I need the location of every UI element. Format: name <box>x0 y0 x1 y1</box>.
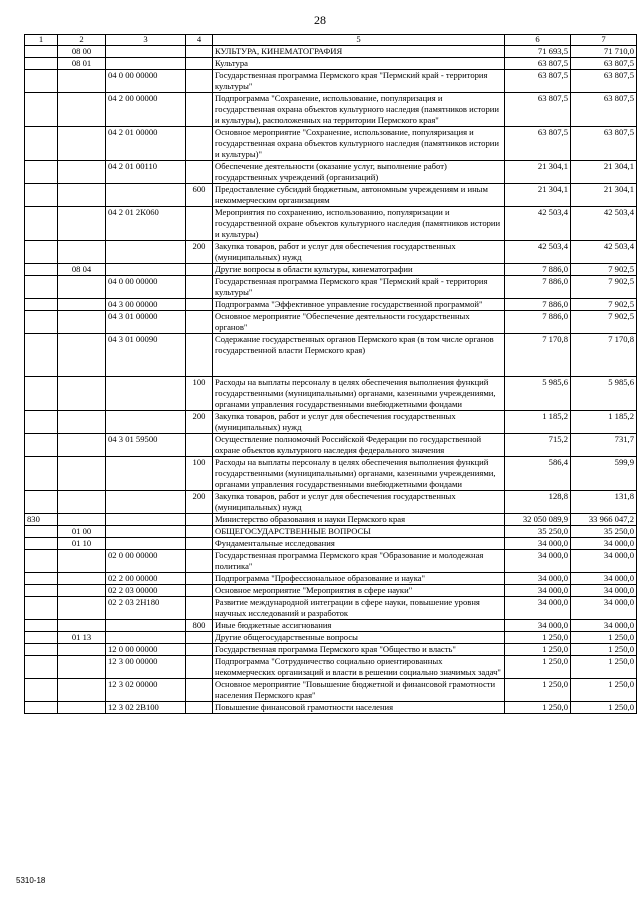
cell-section <box>58 573 106 585</box>
cell-target-article <box>106 184 186 207</box>
cell-ministry <box>25 46 58 58</box>
cell-expense-type <box>186 538 213 550</box>
table-row <box>25 644 637 656</box>
cell-target-article: 12 3 02 2В100 <box>106 702 186 714</box>
cell-section <box>58 299 106 311</box>
cell-name: Содержание государственных органов Пермского края (в том числе органов государственной власти Пермского края) <box>213 334 505 377</box>
table-row <box>25 411 637 434</box>
cell-section <box>58 550 106 573</box>
cell-expense-type <box>186 334 213 377</box>
cell-amount-year2: 731,7 <box>571 434 637 457</box>
table-row <box>25 276 637 299</box>
cell-amount-year1: 21 304,1 <box>505 184 571 207</box>
cell-expense-type <box>186 161 213 184</box>
col-header-3: 3 <box>106 35 186 46</box>
cell-expense-type <box>186 58 213 70</box>
cell-ministry <box>25 632 58 644</box>
cell-amount-year1: 1 250,0 <box>505 679 571 702</box>
cell-name: Развитие международной интеграции в сфере науки, повышение уровня научных исследований и разработок <box>213 597 505 620</box>
table-row <box>25 514 637 526</box>
cell-amount-year2: 34 000,0 <box>571 597 637 620</box>
cell-expense-type: 200 <box>186 241 213 264</box>
cell-amount-year1: 34 000,0 <box>505 573 571 585</box>
cell-expense-type <box>186 514 213 526</box>
cell-section: 01 13 <box>58 632 106 644</box>
cell-section <box>58 70 106 93</box>
cell-amount-year2: 71 710,0 <box>571 46 637 58</box>
page-number: 28 <box>314 13 326 27</box>
cell-amount-year2: 1 185,2 <box>571 411 637 434</box>
cell-amount-year1: 715,2 <box>505 434 571 457</box>
table-row <box>25 550 637 573</box>
table-row <box>25 538 637 550</box>
cell-ministry <box>25 161 58 184</box>
cell-name: Закупка товаров, работ и услуг для обеспечения государственных (муниципальных) нужд <box>213 491 505 514</box>
cell-target-article: 04 3 01 00000 <box>106 311 186 334</box>
cell-target-article <box>106 58 186 70</box>
cell-name: Предоставление субсидий бюджетным, автономным учреждениям и иным некоммерческим организациям <box>213 184 505 207</box>
cell-target-article: 04 2 01 2К060 <box>106 207 186 241</box>
cell-section <box>58 585 106 597</box>
cell-ministry <box>25 299 58 311</box>
cell-section <box>58 377 106 411</box>
cell-amount-year1: 1 250,0 <box>505 702 571 714</box>
cell-expense-type: 800 <box>186 620 213 632</box>
cell-amount-year2: 42 503,4 <box>571 207 637 241</box>
cell-ministry <box>25 573 58 585</box>
cell-ministry <box>25 597 58 620</box>
cell-target-article <box>106 491 186 514</box>
cell-expense-type: 100 <box>186 377 213 411</box>
cell-name: Подпрограмма "Сотрудничество социально ориентированных некоммерческих организаций и власти в решении социально значимых задач" <box>213 656 505 679</box>
cell-ministry <box>25 434 58 457</box>
cell-amount-year2: 1 250,0 <box>571 644 637 656</box>
cell-name: Другие вопросы в области культуры, кинематографии <box>213 264 505 276</box>
cell-amount-year1: 7 886,0 <box>505 299 571 311</box>
header-row <box>25 35 637 46</box>
cell-amount-year1: 71 693,5 <box>505 46 571 58</box>
cell-expense-type <box>186 573 213 585</box>
col-header-7: 7 <box>571 35 637 46</box>
cell-section <box>58 311 106 334</box>
cell-target-article: 04 0 00 00000 <box>106 70 186 93</box>
cell-expense-type <box>186 70 213 93</box>
cell-section <box>58 127 106 161</box>
cell-ministry <box>25 127 58 161</box>
cell-name: Основное мероприятие "Мероприятия в сфере науки" <box>213 585 505 597</box>
cell-target-article <box>106 241 186 264</box>
cell-section <box>58 334 106 377</box>
cell-section: 08 01 <box>58 58 106 70</box>
cell-ministry <box>25 526 58 538</box>
cell-ministry <box>25 585 58 597</box>
cell-name: Подпрограмма "Сохранение, использование, популяризация и государственная охрана объектов культурного наследия (памятников истории и культуры), расположенных на территории Пермского края" <box>213 93 505 127</box>
cell-target-article: 02 2 03 00000 <box>106 585 186 597</box>
cell-amount-year1: 63 807,5 <box>505 127 571 161</box>
cell-section <box>58 491 106 514</box>
cell-amount-year1: 63 807,5 <box>505 93 571 127</box>
cell-amount-year1: 42 503,4 <box>505 241 571 264</box>
cell-target-article <box>106 620 186 632</box>
cell-amount-year2: 599,9 <box>571 457 637 491</box>
cell-target-article <box>106 46 186 58</box>
cell-amount-year2: 34 000,0 <box>571 573 637 585</box>
cell-name: Государственная программа Пермского края "Общество и власть" <box>213 644 505 656</box>
cell-target-article <box>106 377 186 411</box>
cell-expense-type <box>186 679 213 702</box>
cell-amount-year2: 7 170,8 <box>571 334 637 377</box>
cell-name: Культура <box>213 58 505 70</box>
cell-amount-year2: 63 807,5 <box>571 127 637 161</box>
cell-target-article: 02 2 00 00000 <box>106 573 186 585</box>
cell-expense-type <box>186 702 213 714</box>
cell-expense-type <box>186 264 213 276</box>
cell-ministry <box>25 538 58 550</box>
cell-ministry <box>25 207 58 241</box>
cell-name: Государственная программа Пермского края "Образование и молодежная политика" <box>213 550 505 573</box>
col-header-5: 5 <box>213 35 505 46</box>
cell-amount-year1: 586,4 <box>505 457 571 491</box>
col-header-4: 4 <box>186 35 213 46</box>
table-row <box>25 241 637 264</box>
cell-section <box>58 644 106 656</box>
cell-amount-year2: 34 000,0 <box>571 585 637 597</box>
table-row <box>25 585 637 597</box>
cell-name: Расходы на выплаты персоналу в целях обеспечения выполнения функций государственными (муниципальными) органами, казенными учреждениями, органами управления государственными внебюджетными фондами <box>213 377 505 411</box>
table-row <box>25 58 637 70</box>
cell-amount-year1: 5 985,6 <box>505 377 571 411</box>
cell-amount-year2: 7 902,5 <box>571 311 637 334</box>
cell-ministry: 830 <box>25 514 58 526</box>
cell-target-article: 02 2 03 2Н180 <box>106 597 186 620</box>
cell-section <box>58 184 106 207</box>
table-row <box>25 573 637 585</box>
cell-ministry <box>25 550 58 573</box>
cell-target-article: 12 3 02 00000 <box>106 679 186 702</box>
table-row <box>25 632 637 644</box>
table-row <box>25 93 637 127</box>
cell-expense-type: 100 <box>186 457 213 491</box>
cell-amount-year2: 21 304,1 <box>571 161 637 184</box>
cell-target-article <box>106 514 186 526</box>
cell-section <box>58 207 106 241</box>
cell-expense-type <box>186 585 213 597</box>
cell-amount-year1: 7 886,0 <box>505 264 571 276</box>
cell-name: Другие общегосударственные вопросы <box>213 632 505 644</box>
cell-target-article: 04 3 00 00000 <box>106 299 186 311</box>
cell-expense-type <box>186 127 213 161</box>
cell-amount-year2: 7 902,5 <box>571 276 637 299</box>
cell-amount-year2: 1 250,0 <box>571 702 637 714</box>
cell-amount-year1: 21 304,1 <box>505 161 571 184</box>
cell-target-article <box>106 264 186 276</box>
cell-name: ОБЩЕГОСУДАРСТВЕННЫЕ ВОПРОСЫ <box>213 526 505 538</box>
cell-amount-year1: 7 886,0 <box>505 311 571 334</box>
cell-amount-year1: 42 503,4 <box>505 207 571 241</box>
cell-target-article: 12 0 00 00000 <box>106 644 186 656</box>
table-row <box>25 597 637 620</box>
cell-section: 01 00 <box>58 526 106 538</box>
cell-ministry <box>25 377 58 411</box>
cell-section: 08 00 <box>58 46 106 58</box>
cell-amount-year2: 1 250,0 <box>571 679 637 702</box>
cell-expense-type <box>186 656 213 679</box>
cell-ministry <box>25 311 58 334</box>
cell-section <box>58 93 106 127</box>
cell-section: 08 04 <box>58 264 106 276</box>
cell-expense-type: 200 <box>186 491 213 514</box>
cell-amount-year1: 34 000,0 <box>505 597 571 620</box>
table-row <box>25 184 637 207</box>
cell-name: КУЛЬТУРА, КИНЕМАТОГРАФИЯ <box>213 46 505 58</box>
cell-amount-year2: 34 000,0 <box>571 550 637 573</box>
cell-amount-year1: 1 250,0 <box>505 656 571 679</box>
cell-name: Подпрограмма "Профессиональное образование и наука" <box>213 573 505 585</box>
cell-section <box>58 597 106 620</box>
cell-ministry <box>25 702 58 714</box>
cell-ministry <box>25 58 58 70</box>
cell-expense-type <box>186 597 213 620</box>
cell-amount-year2: 5 985,6 <box>571 377 637 411</box>
cell-amount-year1: 1 250,0 <box>505 644 571 656</box>
cell-section: 01 10 <box>58 538 106 550</box>
col-header-1: 1 <box>25 35 58 46</box>
cell-section <box>58 411 106 434</box>
cell-expense-type <box>186 93 213 127</box>
footer-code: 5310-18 <box>16 876 46 885</box>
cell-amount-year1: 63 807,5 <box>505 58 571 70</box>
cell-ministry <box>25 241 58 264</box>
cell-name: Мероприятия по сохранению, использованию, популяризации и государственной охране объектов культурного наследия (памятников истории и культуры) <box>213 207 505 241</box>
table-row <box>25 702 637 714</box>
cell-name: Министерство образования и науки Пермского края <box>213 514 505 526</box>
cell-ministry <box>25 334 58 377</box>
cell-section <box>58 679 106 702</box>
table-row <box>25 311 637 334</box>
cell-name: Закупка товаров, работ и услуг для обеспечения государственных (муниципальных) нужд <box>213 411 505 434</box>
table-body <box>25 46 637 714</box>
cell-amount-year1: 1 250,0 <box>505 632 571 644</box>
cell-section <box>58 434 106 457</box>
table-row <box>25 70 637 93</box>
table-row <box>25 656 637 679</box>
cell-name: Осуществление полномочий Российской Федерации по государственной охране объектов культурного наследия федерального значения <box>213 434 505 457</box>
cell-section <box>58 241 106 264</box>
cell-name: Государственная программа Пермского края "Пермский край - территория культуры" <box>213 70 505 93</box>
cell-name: Основное мероприятие "Повышение бюджетной и финансовой грамотности населения Пермского края" <box>213 679 505 702</box>
cell-target-article <box>106 411 186 434</box>
table-row <box>25 264 637 276</box>
cell-expense-type <box>186 276 213 299</box>
cell-amount-year2: 1 250,0 <box>571 656 637 679</box>
cell-amount-year1: 34 000,0 <box>505 585 571 597</box>
table-row <box>25 620 637 632</box>
cell-expense-type <box>186 632 213 644</box>
table-row <box>25 46 637 58</box>
cell-amount-year2: 42 503,4 <box>571 241 637 264</box>
cell-section <box>58 620 106 632</box>
cell-name: Государственная программа Пермского края "Пермский край - территория культуры" <box>213 276 505 299</box>
cell-amount-year1: 34 000,0 <box>505 620 571 632</box>
cell-amount-year2: 34 000,0 <box>571 538 637 550</box>
cell-amount-year2: 63 807,5 <box>571 93 637 127</box>
cell-name: Закупка товаров, работ и услуг для обеспечения государственных (муниципальных) нужд <box>213 241 505 264</box>
cell-section <box>58 702 106 714</box>
cell-target-article: 12 3 00 00000 <box>106 656 186 679</box>
cell-expense-type <box>186 550 213 573</box>
cell-ministry <box>25 264 58 276</box>
cell-amount-year2: 7 902,5 <box>571 264 637 276</box>
cell-amount-year2: 35 250,0 <box>571 526 637 538</box>
cell-expense-type <box>186 207 213 241</box>
cell-target-article: 04 3 01 59500 <box>106 434 186 457</box>
cell-expense-type: 200 <box>186 411 213 434</box>
cell-target-article: 04 3 01 00090 <box>106 334 186 377</box>
cell-target-article: 02 0 00 00000 <box>106 550 186 573</box>
cell-amount-year2: 33 966 047,2 <box>571 514 637 526</box>
cell-section <box>58 161 106 184</box>
cell-amount-year1: 1 185,2 <box>505 411 571 434</box>
cell-section <box>58 514 106 526</box>
table-row <box>25 334 637 377</box>
col-header-6: 6 <box>505 35 571 46</box>
table-row <box>25 434 637 457</box>
table-row <box>25 526 637 538</box>
cell-name: Иные бюджетные ассигнования <box>213 620 505 632</box>
cell-target-article: 04 2 00 00000 <box>106 93 186 127</box>
table-row <box>25 127 637 161</box>
cell-ministry <box>25 644 58 656</box>
cell-amount-year1: 128,8 <box>505 491 571 514</box>
table-row <box>25 679 637 702</box>
table-row <box>25 299 637 311</box>
cell-target-article: 04 0 00 00000 <box>106 276 186 299</box>
cell-target-article <box>106 538 186 550</box>
cell-name: Обеспечение деятельности (оказание услуг, выполнение работ) государственных учреждений (организаций) <box>213 161 505 184</box>
cell-ministry <box>25 93 58 127</box>
cell-amount-year1: 7 886,0 <box>505 276 571 299</box>
cell-expense-type <box>186 526 213 538</box>
cell-amount-year1: 34 000,0 <box>505 538 571 550</box>
cell-section <box>58 457 106 491</box>
budget-table <box>24 34 637 714</box>
cell-name: Основное мероприятие "Сохранение, использование, популяризация и государственная охрана объектов культурного наследия (памятников истории и культуры)" <box>213 127 505 161</box>
cell-ministry <box>25 411 58 434</box>
cell-expense-type <box>186 644 213 656</box>
table-row <box>25 491 637 514</box>
cell-target-article <box>106 526 186 538</box>
cell-amount-year2: 63 807,5 <box>571 70 637 93</box>
cell-ministry <box>25 679 58 702</box>
cell-ministry <box>25 276 58 299</box>
cell-ministry <box>25 656 58 679</box>
cell-amount-year2: 1 250,0 <box>571 632 637 644</box>
cell-ministry <box>25 70 58 93</box>
cell-amount-year1: 34 000,0 <box>505 550 571 573</box>
cell-amount-year1: 32 050 089,9 <box>505 514 571 526</box>
cell-name: Фундаментальные исследования <box>213 538 505 550</box>
cell-amount-year2: 63 807,5 <box>571 58 637 70</box>
cell-ministry <box>25 457 58 491</box>
cell-ministry <box>25 184 58 207</box>
cell-name: Повышение финансовой грамотности населения <box>213 702 505 714</box>
cell-section <box>58 656 106 679</box>
cell-amount-year1: 7 170,8 <box>505 334 571 377</box>
table-row <box>25 457 637 491</box>
cell-amount-year2: 34 000,0 <box>571 620 637 632</box>
table-row <box>25 161 637 184</box>
table-row <box>25 207 637 241</box>
col-header-2: 2 <box>58 35 106 46</box>
cell-ministry <box>25 491 58 514</box>
cell-amount-year2: 131,8 <box>571 491 637 514</box>
cell-expense-type <box>186 311 213 334</box>
cell-target-article <box>106 457 186 491</box>
cell-section <box>58 276 106 299</box>
cell-amount-year2: 7 902,5 <box>571 299 637 311</box>
cell-target-article: 04 2 01 00110 <box>106 161 186 184</box>
cell-name: Подпрограмма "Эффективное управление государственной программой" <box>213 299 505 311</box>
cell-amount-year1: 63 807,5 <box>505 70 571 93</box>
cell-name: Расходы на выплаты персоналу в целях обеспечения выполнения функций государственными (муниципальными) органами, казенными учреждениями, органами управления государственными внебюджетными фондами <box>213 457 505 491</box>
cell-name: Основное мероприятие "Обеспечение деятельности государственных органов" <box>213 311 505 334</box>
cell-expense-type <box>186 299 213 311</box>
cell-target-article: 04 2 01 00000 <box>106 127 186 161</box>
cell-amount-year1: 35 250,0 <box>505 526 571 538</box>
cell-expense-type: 600 <box>186 184 213 207</box>
cell-target-article <box>106 632 186 644</box>
cell-expense-type <box>186 434 213 457</box>
table-row <box>25 377 637 411</box>
cell-amount-year2: 21 304,1 <box>571 184 637 207</box>
cell-ministry <box>25 620 58 632</box>
cell-expense-type <box>186 46 213 58</box>
